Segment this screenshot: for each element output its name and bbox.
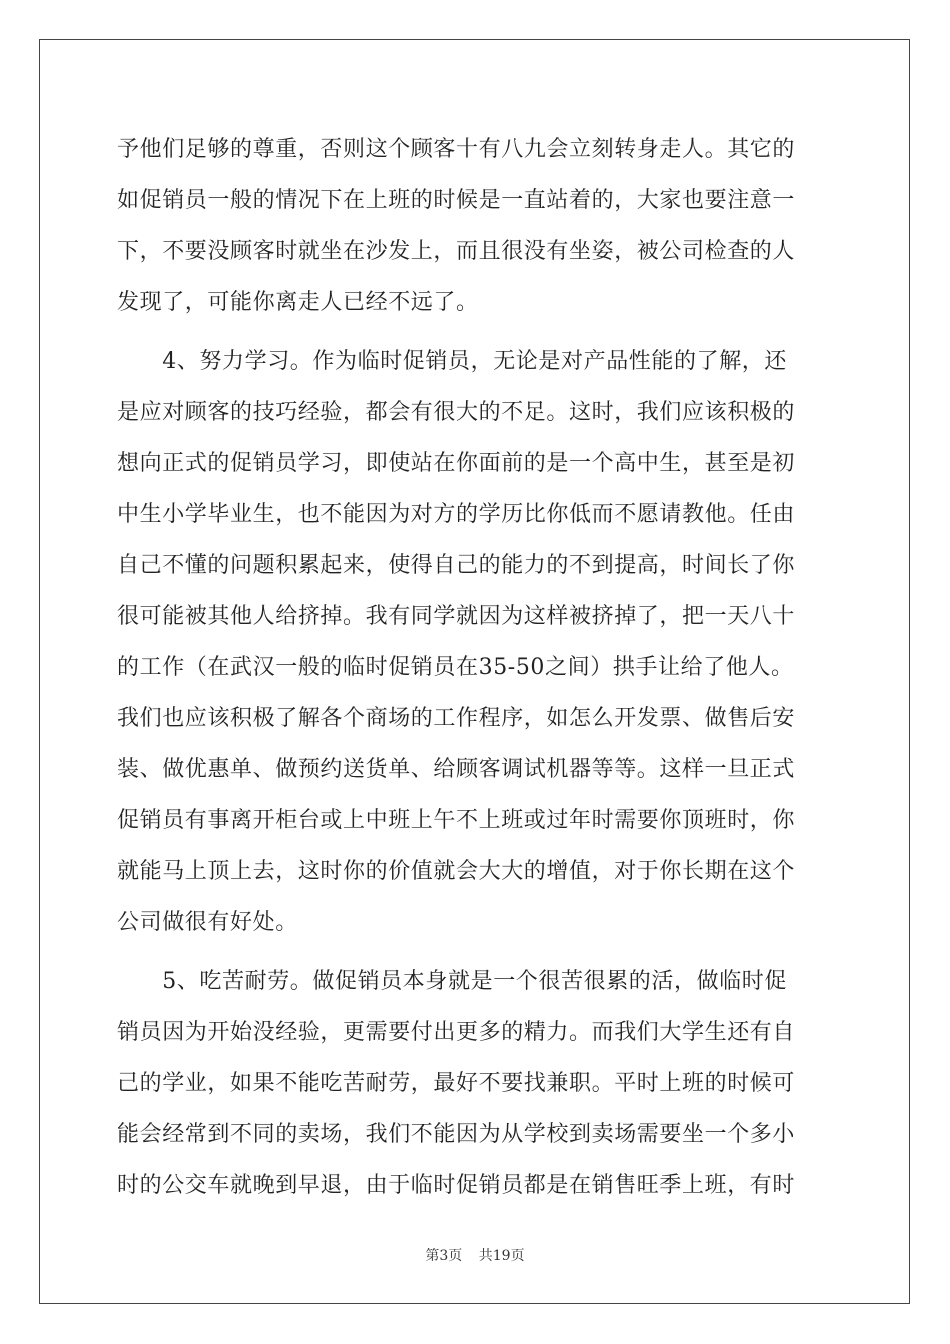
text-line: 下，不要没顾客时就坐在沙发上，而且很没有坐姿，被公司检查的人 (117, 239, 796, 264)
text-line: 销员因为开始没经验，更需要付出更多的精力。而我们大学生还有自 (117, 1020, 796, 1045)
text-line: 想向正式的促销员学习，即使站在你面前的是一个高中生，甚至是初 (117, 451, 796, 476)
text-line: 中生小学毕业生，也不能因为对方的学历比你低而不愿请教他。任由 (117, 502, 796, 527)
text-line: 发现了，可能你离走人已经不远了。 (117, 290, 479, 315)
page-number: 第3页 (425, 1248, 463, 1264)
text-line: 予他们足够的尊重，否则这个顾客十有八九会立刻转身走人。其它的 (117, 137, 796, 162)
text-line: 就能马上顶上去，这时你的价值就会大大的增值，对于你长期在这个 (117, 859, 796, 884)
text-line: 时的公交车就晚到早退，由于临时促销员都是在销售旺季上班，有时 (117, 1173, 796, 1198)
document-body (117, 130, 837, 1217)
text-line: 己的学业，如果不能吃苦耐劳，最好不要找兼职。平时上班的时候可 (117, 1071, 796, 1096)
page-total: 共19页 (478, 1248, 525, 1264)
text-line: 公司做很有好处。 (117, 910, 298, 935)
text-line: 自己不懂的问题积累起来，使得自己的能力的不到提高，时间长了你 (117, 553, 796, 578)
text-line: 5、吃苦耐劳。做促销员本身就是一个很苦很累的活，做临时促 (117, 969, 787, 994)
text-line: 的工作（在武汉一般的临时促销员在35-50之间）拱手让给了他人。 (117, 655, 794, 680)
text-line: 如促销员一般的情况下在上班的时候是一直站着的，大家也要注意一 (117, 188, 796, 213)
text-line: 很可能被其他人给挤掉。我有同学就因为这样被挤掉了，把一天八十 (117, 604, 796, 629)
text-line: 装、做优惠单、做预约送货单、给顾客调试机器等等。这样一旦正式 (117, 757, 796, 782)
page-footer (0, 1245, 950, 1265)
text-line: 我们也应该积极了解各个商场的工作程序，如怎么开发票、做售后安 (117, 706, 796, 731)
text-line: 能会经常到不同的卖场，我们不能因为从学校到卖场需要坐一个多小 (117, 1122, 796, 1147)
text-line: 4、努力学习。作为临时促销员，无论是对产品性能的了解，还 (117, 349, 787, 374)
text-line: 是应对顾客的技巧经验，都会有很大的不足。这时，我们应该积极的 (117, 400, 796, 425)
text-line: 促销员有事离开柜台或上中班上午不上班或过年时需要你顶班时，你 (117, 808, 796, 833)
